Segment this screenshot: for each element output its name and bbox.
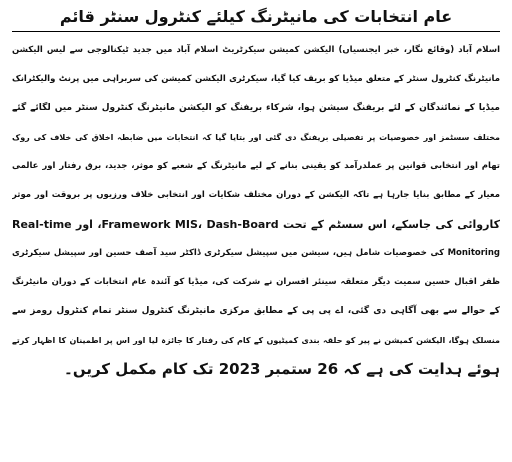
article-line: مانیٹرنگ کنٹرول سنٹر کے متعلق میڈیا کو بریف کیا گیا، سیکرٹری الیکشن کمیشن کی سربراہی میں پرنٹ والیکٹرانک [12, 74, 500, 84]
article-line: میڈیا کے نمائندگان کے لئے بریفنگ سیشن ہوا، شرکاء بریفنگ کو الیکشن مانیٹرنگ کنٹرول سنٹر میں لگائے گئے [12, 103, 500, 113]
article-line: Monitoring کی خصوصیات شامل ہیں، سیشن میں سپیشل سیکرٹری ڈاکٹر سید آصف حسین اور سپیشل سیکرٹری [12, 248, 500, 258]
article-line: مختلف سسٹمز اور خصوصیات پر تفصیلی بریفنگ دی گئی اور بتایا گیا کہ انتخابات میں ضابطہ اخلاق کی خلاف کی روک [12, 133, 500, 142]
article-line: منسلک ہوگا، الیکشن کمیشن نے پیر کو حلقہ بندی کمیٹیوں کے کام کی رفتار کا جائزہ لیا اور اس پر اطمینان کا اظہار کرتے [12, 336, 500, 345]
article-line: معیار کے مطابق بنایا جارہا ہے تاکہ الیکشن کے دوران مختلف شکایات اور انتخابی خلاف ورزیوں پر بروقت اور موثر [12, 190, 500, 200]
article-line: ظفر اقبال حسین سمیت دیگر متعلقہ سینئر افسران نے شرکت کی، میڈیا کو آئندہ عام انتخابات کے دوران مانیٹرنگ [12, 277, 500, 287]
article-body [12, 36, 500, 384]
article-line: کے حوالے سے بھی آگاہی دی گئی، اے پی پی کے مطابق مرکزی مانیٹرنگ کنٹرول سنٹر تمام کنٹرول رومز سے [12, 306, 500, 316]
article-line: اسلام آباد (وقائع نگار، خبر ایجنسیاں) الیکشن کمیشن سیکرٹریٹ اسلام آباد میں جدید ٹیکنالوجی سے لیس الیکشن [12, 45, 500, 55]
article-line: ہوئے ہدایت کی ہے کہ 26 ستمبر 2023 تک کام مکمل کریں۔ [64, 360, 500, 378]
headline: عام انتخابات کی مانیٹرنگ کیلئے کنٹرول سنٹر قائم [12, 6, 500, 32]
article-line: تھام اور انتخابی قوانین پر عملدرآمد کو یقینی بنانے کے لیے مانیٹرنگ کے شعبے کو موثر، جدید، برق رفتار اور عالمی [12, 161, 500, 171]
article-line: کاروائی کی جاسکے، اس سسٹم کے تحت Framework MIS، Dash-Board، اور Real-time [12, 218, 500, 231]
